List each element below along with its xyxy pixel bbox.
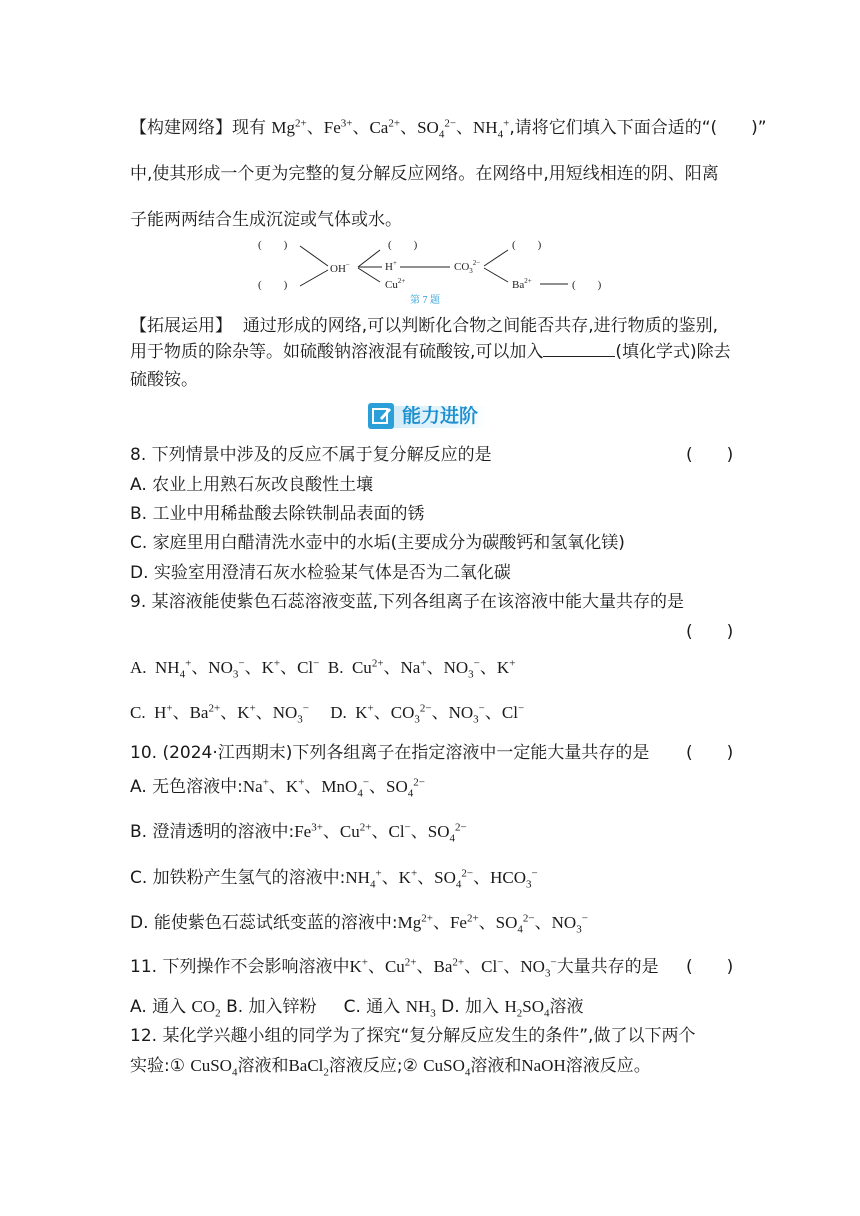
blank-5: ( ) bbox=[572, 279, 602, 291]
blank-1: ( ) bbox=[258, 239, 288, 251]
q11-options: A. 通入 $CO_2$ B. 加入锌粉 C. 通入 $NH_3$ D. 加入 $H_2SO_4$溶液 bbox=[130, 997, 584, 1020]
q11-stem: 11. 下列操作不会影响溶液中K+、$Cu^{2+}$、$Ba^{2+}$、Cl−、$NO_3^-$大量共存的是 bbox=[130, 956, 659, 980]
section-title: 能力进阶 bbox=[402, 405, 479, 427]
intro-line-1: 【构建网络】现有 $Mg^{2+}$、$Fe^{3+}$、$Ca^{2+}$、$SO_4^{2-}$、$NH_4^+$,请将它们填入下面合适的“( )” bbox=[130, 117, 767, 141]
q10-stem: 10. (2024·江西期末)下列各组离子在指定溶液中一定能大量共存的是 bbox=[130, 743, 650, 763]
q9-options-ab: A. $NH_4^+$、$NO_3^-$、K+、Cl− B. $Cu^{2+}$、Na+、$NO_3^-$、K+ bbox=[130, 657, 516, 681]
q8-option-d: D. 实验室用澄清石灰水检验某气体是否为二氧化碳 bbox=[130, 563, 511, 583]
q9-stem: 9. 某溶液能使紫色石蕊溶液变蓝,下列各组离子在该溶液中能大量共存的是 bbox=[130, 592, 685, 612]
q9-options-cd: C. H+、$Ba^{2+}$、K+、$NO_3^-$ D. K+、$CO_3^{2-}$、$NO_3^-$、Cl− bbox=[130, 702, 525, 726]
q8-option-c: C. 家庭里用白醋清洗水壶中的水垢(主要成分为碳酸钙和氢氧化镁) bbox=[130, 533, 625, 553]
cu-ion: $Cu^{2+}$ bbox=[385, 277, 406, 291]
h-ion: H+ bbox=[385, 259, 397, 273]
q10-option-d: D. 能使紫色石蕊试纸变蓝的溶液中$:Mg^{2+}$、$Fe^{2+}$、$SO_4^{2-}$、$NO_3^-$ bbox=[130, 912, 588, 936]
answer-blank[interactable] bbox=[543, 340, 615, 357]
q9-answer[interactable]: ( ) bbox=[686, 622, 734, 642]
q12-line-1: 12. 某化学兴趣小组的同学为了探究“复分解反应发生的条件”,做了以下两个 bbox=[130, 1026, 696, 1046]
q12-line-2: 实验:① CuSO$_4$溶液和BaCl$_2$溶液反应;② CuSO$_4$溶液和NaOH溶液反应。 bbox=[130, 1056, 651, 1079]
blank-2: ( ) bbox=[258, 279, 288, 291]
q10-option-c: C. 加铁粉产生氢气的溶液中$:NH_4^+$、K+、$SO_4^{2-}$、$HCO_3^-$ bbox=[130, 867, 538, 891]
section-banner bbox=[368, 400, 494, 432]
q8-answer[interactable]: ( ) bbox=[686, 445, 734, 465]
oh-ion: OH− bbox=[330, 261, 350, 275]
extension-label: 【拓展运用】 bbox=[130, 316, 232, 336]
blank-3: ( ) bbox=[388, 239, 418, 251]
pencil-icon bbox=[368, 403, 394, 429]
ba-ion: $Ba^{2+}$ bbox=[512, 277, 532, 291]
q8-option-b: B. 工业中用稀盐酸去除铁制品表面的锈 bbox=[130, 504, 425, 524]
intro-line-2: 中,使其形成一个更为完整的复分解反应网络。在网络中,用短线相连的阴、阳离 bbox=[130, 164, 719, 184]
extension-line-2: 用于物质的除杂等。如硫酸钠溶液混有硫酸铵,可以加入 (填化学式)除去 bbox=[130, 342, 731, 362]
q11-answer[interactable]: ( ) bbox=[686, 957, 734, 977]
diagram-caption: 第 7 题 bbox=[410, 295, 440, 306]
q8-stem: 8. 下列情景中涉及的反应不属于复分解反应的是 bbox=[130, 445, 492, 465]
ion-list: $Mg^{2+}$、$Fe^{3+}$、$Ca^{2+}$、$SO_4^{2-}$、$NH_4^+$ bbox=[271, 117, 510, 141]
extension-line-3: 硫酸铵。 bbox=[130, 370, 198, 390]
blank-4: ( ) bbox=[512, 239, 542, 251]
q10-answer[interactable]: ( ) bbox=[686, 743, 734, 763]
intro-line-3: 子能两两结合生成沉淀或气体或水。 bbox=[130, 210, 402, 230]
reaction-network-diagram bbox=[250, 232, 620, 312]
q8-option-a: A. 农业上用熟石灰改良酸性土壤 bbox=[130, 475, 374, 495]
extension-line-1: 【拓展运用】 通过形成的网络,可以判断化合物之间能否共存,进行物质的鉴别, bbox=[130, 316, 719, 336]
q10-option-a: A. 无色溶液中:Na+、K+、MnO$_4$−、$SO_4^{2-}$ bbox=[130, 776, 425, 800]
intro-label: 【构建网络】 bbox=[130, 118, 232, 138]
q10-option-b: B. 澄清透明的溶液中$:Fe^{3+}$、$Cu^{2+}$、Cl−、$SO_4^{2-}$ bbox=[130, 821, 467, 845]
co3-ion: $CO_3^{2-}$ bbox=[454, 259, 481, 275]
